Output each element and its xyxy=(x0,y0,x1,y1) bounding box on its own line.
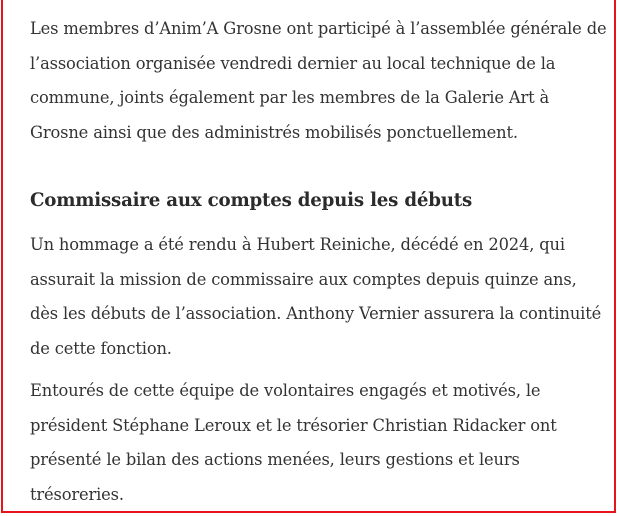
article-paragraph: Entourés de cette équipe de volontaires engagés et motivés, le président Stéphane Leroux et le trésorier Christian Ridacker ont présenté le bilan des actions menées, leurs gestions et leurs trésoreries. xyxy=(30,381,557,504)
article-paragraph: Les membres d’Anim’A Grosne ont participé à l’assemblée générale de l’association organisée vendredi dernier au local technique de la commune, joints également par les membres de la Galerie Art à Grosne ainsi que des administrés mobilisés ponctuellement. xyxy=(30,19,607,142)
section-heading: Commissaire aux comptes depuis les débuts xyxy=(30,190,472,211)
article-paragraph: Un hommage a été rendu à Hubert Reiniche, décédé en 2024, qui assurait la mission de commissaire aux comptes depuis quinze ans, dès les débuts de l’association. Anthony Vernier assurera la continuité de cette fonction. xyxy=(30,235,602,358)
article-body xyxy=(30,12,608,512)
